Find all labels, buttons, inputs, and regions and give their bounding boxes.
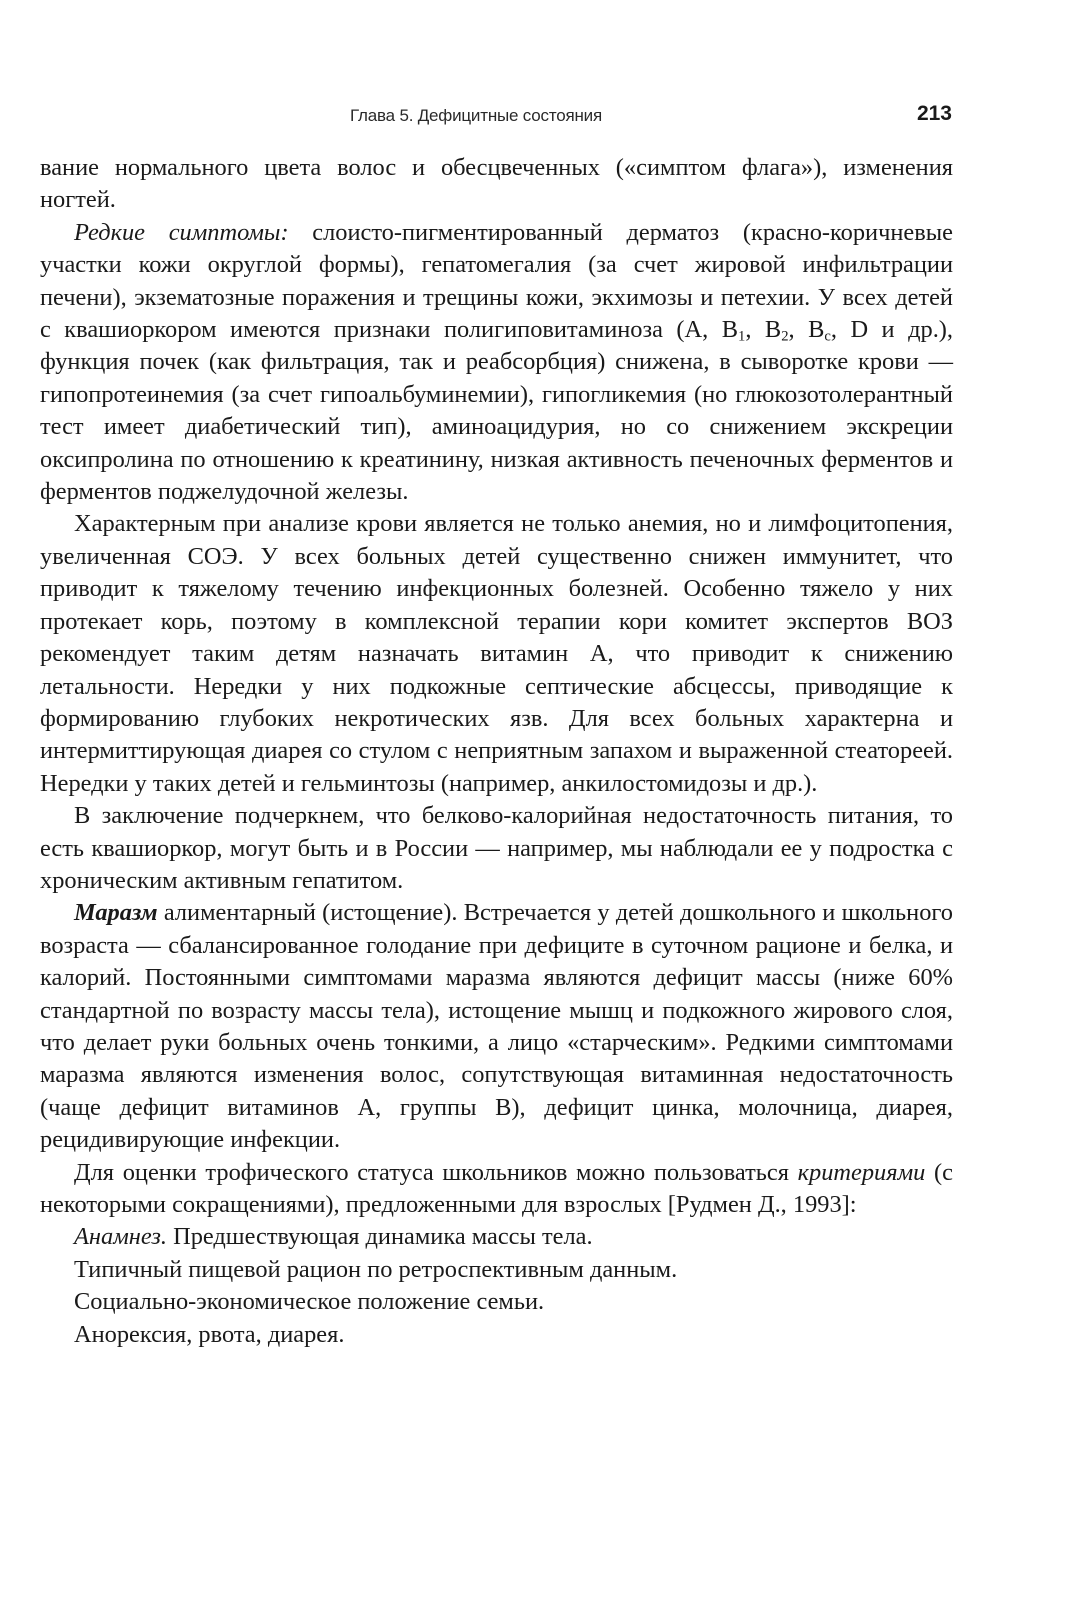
list-item-diet [40, 1254, 953, 1286]
list-item-text: Анорексия, рвота, диарея. [74, 1320, 345, 1348]
paragraph-text: слоисто-пигментированный дерматоз (красно-коричневые участки кожи округлой формы), гепатомегалия (за счет жировой инфильтрации печени), экзематозные поражения и трещины кожи, экхимозы и петехии. У всех детей с квашиоркором имеются признаки полигиповитаминоза (А, В [40, 218, 953, 344]
anamnesis-label: Анамнез. [74, 1223, 167, 1251]
paragraph-continuation [40, 152, 953, 217]
criteria-term: критериями [797, 1158, 926, 1186]
list-item-text: Социально-экономическое положение семьи. [74, 1288, 545, 1316]
marasmus-term: Маразм [74, 899, 158, 927]
subscript-1: 1 [738, 328, 746, 345]
running-header [40, 102, 952, 132]
paragraph-text: , В [745, 316, 782, 344]
paragraph-rare-symptoms [40, 217, 953, 509]
subscript-2: 2 [781, 328, 789, 345]
paragraph-text: , D и др.), функция почек (как фильтрация, так и реабсорбция) снижена, в сыворотке крови — гипопротеинемия (за счет гипоальбуминемии), гипогликемия (но глюкозотолерантный тест имеет диабетический тип), аминоацидурия, но со снижением экскреции оксипролина по отношению к креатинину, низкая активность печеночных ферментов и ферментов поджелудочной железы. [40, 316, 954, 506]
list-item-text: Предшествующая динамика массы тела. [166, 1223, 593, 1251]
page-number: 213 [916, 102, 952, 125]
rare-symptoms-lead: Редкие симптомы: [74, 218, 289, 246]
list-item-anamnesis [40, 1221, 953, 1253]
body-text [40, 152, 953, 1351]
paragraph-blood-analysis [40, 508, 953, 800]
list-item-symptoms [40, 1319, 953, 1351]
paragraph-text: алиментарный (истощение). Встречается у детей дошкольного и школьного возраста — сбалансированное голодание при дефиците в суточном рационе и белка, и калорий. Постоянными симптомами маразма являются дефицит массы (ниже 60% стандартной по возрасту массы тела), истощение мышц и подкожного жирового слоя, что делает руки больных очень тонкими, а лицо «старческим». Редкими симптомами маразма являются изменения волос, сопутствующая витаминная недостаточность (чаще дефицит витаминов А, группы В), дефицит цинка, молочница, диарея, рецидивирующие инфекции. [40, 899, 953, 1154]
paragraph-text: Для оценки трофического статуса школьников можно пользоваться [74, 1158, 798, 1186]
paragraph-criteria [40, 1157, 953, 1222]
paragraph-marasmus [40, 897, 953, 1156]
list-item-text: Типичный пищевой рацион по ретроспективным данным. [74, 1255, 678, 1283]
paragraph-text: (с некоторыми сокращениями), предложенными для взрослых [Рудмен Д., 1993]: [40, 1158, 953, 1218]
list-item-social-status [40, 1286, 953, 1318]
paragraph-text: , В [788, 316, 825, 344]
paragraph-text: вание нормального цвета волос и обесцвеченных («симптом флага»), изменения ногтей. [40, 154, 953, 214]
subscript-c: c [824, 328, 831, 345]
chapter-title: Глава 5. Дефицитные состояния [350, 106, 602, 125]
paragraph-text: Характерным при анализе крови является не только анемия, но и лимфоцитопения, увеличенная СОЭ. У всех больных детей существенно снижен иммунитет, что приводит к тяжелому течению инфекционных болезней. Особенно тяжело у них протекает корь, поэтому в комплексной терапии кори комитет экспертов ВОЗ рекомендует таким детям назначать витамин А, что приводит к снижению летальности. Нередки у них подкожные септические абсцессы, приводящие к формированию глубоких некротических язв. Для всех больных характерна и интермиттирующая диарея со стулом с неприятным запахом и выраженной стеатореей. Нередки у таких детей и гельминтозы (например, анкилостомидозы и др.). [40, 510, 953, 797]
paragraph-text: В заключение подчеркнем, что белково-калорийная недостаточность питания, то есть квашиоркор, могут быть и в России — например, мы наблюдали ее у подростка с хроническим активным гепатитом. [40, 802, 953, 894]
paragraph-conclusion [40, 800, 953, 897]
